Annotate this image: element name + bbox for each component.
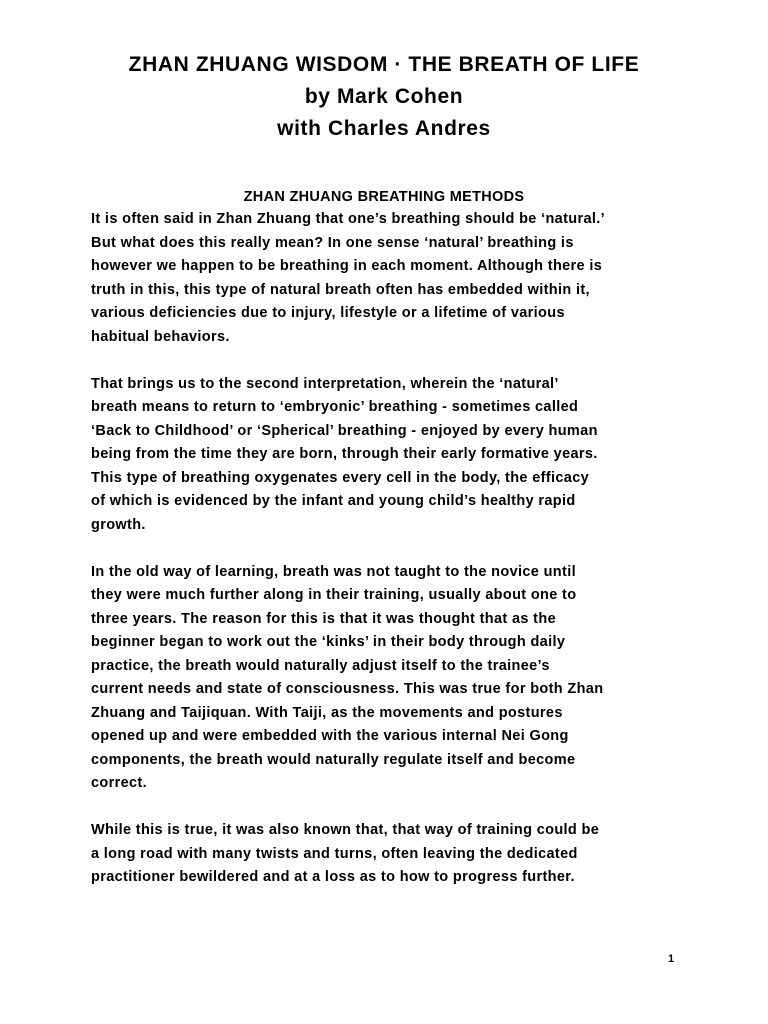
text-line: of which is evidenced by the infant and young child’s healthy rapid <box>91 493 576 509</box>
paragraph <box>91 373 691 538</box>
title-block <box>0 49 768 145</box>
text-line: current needs and state of consciousness. This was true for both Zhan <box>91 681 604 697</box>
text-line: truth in this, this type of natural breath often has embedded within it, <box>91 281 590 298</box>
text-line: practitioner bewildered and at a loss as to how to progress further. <box>91 869 575 885</box>
text-line: practice, the breath would naturally adjust itself to the trainee’s <box>91 657 550 674</box>
text-line: It is often said in Zhan Zhuang that one’s breathing should be ‘natural.’ <box>91 211 606 227</box>
text-line: components, the breath would naturally regulate itself and become <box>91 751 576 768</box>
paragraph <box>91 819 691 890</box>
paragraph-gap <box>91 349 691 373</box>
text-line: various deficiencies due to injury, lifestyle or a lifetime of various <box>91 305 565 321</box>
paragraph <box>91 208 691 349</box>
body-text <box>91 208 691 890</box>
text-line: In the old way of learning, breath was not taught to the novice until <box>91 563 576 580</box>
text-line: ‘Back to Childhood’ or ‘Spherical’ breathing - enjoyed by every human <box>91 422 598 439</box>
section-heading: ZHAN ZHUANG BREATHING METHODS <box>243 189 525 205</box>
document-title: ZHAN ZHUANG WISDOM · THE BREATH OF LIFE <box>128 53 640 76</box>
text-line: But what does this really mean? In one sense ‘natural’ breathing is <box>91 234 574 251</box>
text-line: three years. The reason for this is that it was thought that as the <box>91 610 556 627</box>
text-line: correct. <box>91 775 147 791</box>
text-line: growth. <box>91 516 146 533</box>
text-line: That brings us to the second interpretation, wherein the ‘natural’ <box>91 375 559 392</box>
text-line: habitual behaviors. <box>91 328 230 345</box>
text-line: being from the time they are born, through their early formative years. <box>91 446 598 462</box>
author-line: by Mark Cohen <box>304 85 464 108</box>
coauthor-line: with Charles Andres <box>277 117 491 140</box>
text-line: however we happen to be breathing in each moment. Although there is <box>91 258 603 274</box>
text-line: breath means to return to ‘embryonic’ breathing - sometimes called <box>91 399 579 415</box>
page-number: 1 <box>668 953 675 965</box>
text-line: a long road with many twists and turns, often leaving the dedicated <box>91 845 578 862</box>
text-line: This type of breathing oxygenates every cell in the body, the efficacy <box>91 469 590 486</box>
paragraph-gap <box>91 537 691 561</box>
text-line: beginner began to work out the ‘kinks’ in their body through daily <box>91 634 566 650</box>
text-line: Zhuang and Taijiquan. With Taiji, as the movements and postures <box>91 704 563 721</box>
text-line: they were much further along in their training, usually about one to <box>91 587 577 603</box>
text-line: While this is true, it was also known that, that way of training could be <box>91 822 600 838</box>
text-line: opened up and were embedded with the various internal Nei Gong <box>91 728 569 744</box>
paragraph <box>91 561 691 796</box>
paragraph-gap <box>91 796 691 820</box>
